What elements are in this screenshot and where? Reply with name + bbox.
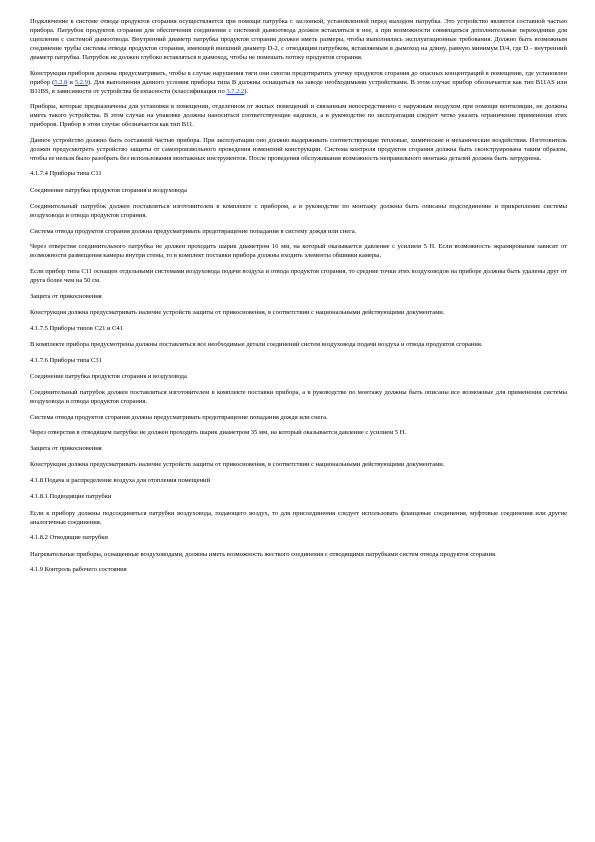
clause-reference-link[interactable]: 5.2.9 xyxy=(74,78,88,86)
paragraph: Соединительный патрубок должен поставляться изготовителем в комплекте с прибором, а в руководстве по монтажу должны быть описаны подсоединение и прикрепление системы воздуховода и отвода продуктов сгорания. xyxy=(30,203,567,220)
text-run: Конструкция приборов должна предусматривать, чтобы в случае нарушения тяги они смогли предотвратить утечку продуктов сгорания до опасных концентраций в помещение, где установлен прибор ( xyxy=(30,69,567,86)
section-heading: 4.1.8 Подача и распределение воздуха для отопления помещений xyxy=(30,477,211,485)
section-heading: 4.1.7.5 Приборы типов С21 и С41 xyxy=(30,324,123,332)
section-heading: 4.1.7.4 Приборы типа С11 xyxy=(30,170,102,178)
paragraph: Если к прибору должны подсоединяться патрубки воздуховода, подающего воздух, то для присоединения следует использовать фланцевые соединения, муфтовые соединения или другие аналогичные соединения. xyxy=(30,509,567,526)
paragraph: Через отверстия в отводящем патрубке не должен проходить шарик диаметром 35 мм, на который оказывается давление с усилием 5 Н. xyxy=(30,429,407,437)
paragraph: Система отвода продуктов сгорания должна предусматривать предотвращение попадания в систему дождя или снега. xyxy=(30,227,357,235)
paragraph xyxy=(30,69,567,96)
text-run: и xyxy=(67,78,75,86)
paragraph: Через отверстия соединительного патрубка не должен проходить шарик диаметром 16 мм, на который оказывается давление с усилием 5 Н. Если возможность экранирования зависит от возможности размещения камеры внутри стены, то в комплект поставки прибора должны входить элементы обшивки камеры. xyxy=(30,243,567,260)
section-heading: Защита от прикосновения xyxy=(30,292,102,300)
paragraph: Приборы, которые предназначены для установки в помещении, отделенном от жилых помещений и связанным непосредственно с наружным воздухом при помощи вентиляции, не должны иметь такого устройства. В этом случае на упаковке должны наноситься соответствующие надписи, а в руководстве по эксплуатации следует четко указать ограничение применения этих приборов. Прибор в этом случае обозначается как тип В11. xyxy=(30,103,567,129)
text-run: ). Для выполнения данного условия приборы типа В должны оснащаться на заводе необходимыми устройствами. В этом случае прибор обозначается как тип В11AS или В11BS, в зависимости от устройства безопасности (классификация по xyxy=(30,78,567,95)
paragraph: Данное устройство должно быть составной частью прибора. При эксплуатации оно должно выдерживать соответствующие тепловые, химические и механические воздействия. Изготовитель должен предусмотреть устройство защиты от самопроизвольного проведения изменений конструкции. Система контроля продуктов сгорания должна быть сконструирована таким образом, чтобы ее нельзя было разобрать без использования монтажных инструментов. После проведения обслуживания возможность неправильного монтажа деталей должна быть затруднена. xyxy=(30,136,567,162)
paragraph: Конструкция должна предусматривать наличие устройств защиты от прикосновения, в соответствии с национальными действующими документами. xyxy=(30,308,445,316)
section-heading: 4.1.9 Контроль рабочего состояния xyxy=(30,566,127,574)
clause-reference-link[interactable]: 5.2.8 xyxy=(54,78,68,86)
text-run: ). xyxy=(244,87,249,95)
section-heading: 4.1.8.2 Отводящие патрубки xyxy=(30,534,108,542)
section-heading: Соединение патрубка продуктов сгорания и воздуховода xyxy=(30,372,187,380)
paragraph: Система отвода продуктов сгорания должна предусматривать предотвращение попадания дождя или снега. xyxy=(30,413,328,421)
paragraph: Конструкция должна предусматривать наличие устройств защиты от прикосновения, в соответствии с национальными действующими документами. xyxy=(30,461,445,469)
section-heading: Соединение патрубка продуктов сгорания и воздуховода xyxy=(30,186,187,194)
clause-reference-link[interactable]: 3.7.2.2 xyxy=(226,87,245,95)
section-heading: 4.1.7.6 Приборы типа С31 xyxy=(30,356,102,364)
paragraph: Если прибор типа С11 оснащен отдельными системами воздуховода подачи воздуха и отвода продуктов сгорания, то средние точки этих воздуховодов на приборе должны быть удалены друг от друга более чем на 50 см. xyxy=(30,267,567,284)
section-heading: Защита от прикосновения xyxy=(30,445,102,453)
paragraph: Подключение к системе отвода продуктов сгорания осуществляется при помощи патрубка с заслонкой, установленной перед выходом патрубка. Это устройство является составной частью прибора. Патрубок продуктов сгорания для обеспечения соединения с системой дымоотвода должен вставляться в нее, а при возможности совмещаться дополнительные переходники для сцепления с системой дымоотвода. Внутренний диаметр патрубка продуктов сгорания должен иметь размеры, чтобы выполнялись эксплуатационные требования. Должно быть возможным соединение трубы системы отвода продуктов сгорания, имеющей внешний диаметр D-2, с отводящим патрубком, вставляемым в дымоход на длину, равную минимум D/4, где D - внутренний диаметр патрубка. Патрубок не должен глубоко вставляться в дымоход, чтобы не помешать потоку продуктов сгорания. xyxy=(30,18,567,61)
paragraph: Соединительный патрубок должен поставляться изготовителем в комплекте поставки прибора, а в руководстве по монтажу должны быть описаны все возможные для применения системы воздуховода и отвода продуктов сгорания. xyxy=(30,389,567,406)
paragraph: В комплекте прибора предусмотрены должны поставляться все необходимые детали соединений систем воздуховода подачи воздуха и отвода продуктов сгорания. xyxy=(30,340,483,348)
document-body xyxy=(30,17,567,582)
paragraph: Нагревательные приборы, оснащенные воздуховодами, должны иметь возможность жесткого соединения с отводящими патрубками систем отвода продуктов сгорания. xyxy=(30,550,497,558)
section-heading: 4.1.8.1 Подводящие патрубки xyxy=(30,493,112,501)
